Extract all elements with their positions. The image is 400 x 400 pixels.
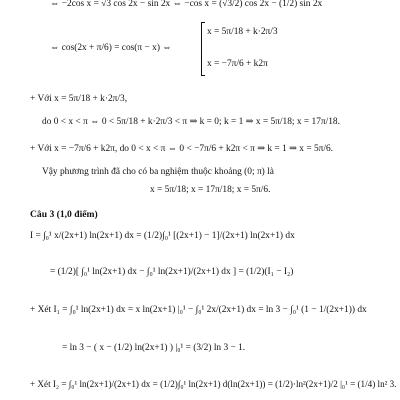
solution-case-1: x = 5π/18 + k·2π/3 bbox=[207, 27, 278, 37]
case-2-line: + Với x = −7π/6 + k2π, do 0 < x < π ⇔ 0 < −7π/6 + k2π < π ⇒ k = 1 ⇒ x = 5π/6. bbox=[30, 144, 334, 154]
solutions-list: x = 5π/18; x = 17π/18; x = 5π/6. bbox=[150, 185, 271, 195]
integral-I1-result: = ln 3 − ( x − (1/2) ln(2x+1) ) |₀¹ = (3/2) ln 3 − 1. bbox=[62, 343, 246, 353]
conclusion-line: Vậy phương trình đã cho có ba nghiệm thuộc khoảng (0; π) là bbox=[42, 167, 274, 177]
integral-line-1: I = ∫₀¹ x/(2x+1) ln(2x+1) dx = (1/2)∫₀¹ [(2x+1) − 1]/(2x+1) ln(2x+1) dx bbox=[30, 231, 295, 241]
integral-I2-line: + Xét I₂ = ∫₀¹ ln(2x+1)/(2x+1) dx = (1/2)∫₀¹ ln(2x+1) d(ln(2x+1)) = (1/2)·ln²(2x+1)/2 |₀¹ = (1/4) ln² 3. bbox=[30, 379, 397, 389]
question-3-heading: Câu 3 (1,0 điểm) bbox=[30, 209, 98, 220]
system-bracket bbox=[201, 22, 202, 76]
equation-line-1: ⇔ −2cos x = √3 cos 2x − sin 2x ⇔ −cos x = (√3/2) cos 2x − (1/2) sin 2x bbox=[50, 0, 323, 9]
integral-line-2: = (1/2)[ ∫₀¹ ln(2x+1) dx − ∫₀¹ ln(2x+1)/(2x+1) dx ] = (1/2)(I₁ − I₂) bbox=[50, 267, 294, 277]
case-1-line: + Với x = 5π/18 + k·2π/3, bbox=[30, 94, 128, 104]
case-1-condition: do 0 < x < π ⇔ 0 < 5π/18 + k·2π/3 < π ⇒ k = 0; k = 1 ⇒ x = 5π/18; x = 17π/18. bbox=[42, 117, 340, 127]
solution-case-2: x = −7π/6 + k2π bbox=[207, 59, 268, 69]
equation-line-2: ⇔ cos(2x + π/6) = cos(π − x) ⇔ bbox=[50, 43, 172, 53]
integral-I1-line: + Xét I₁ = ∫₀¹ ln(2x+1) dx = x ln(2x+1) |₀¹ − ∫₀¹ 2x/(2x+1) dx = ln 3 − ∫₀¹ (1 − 1/(2x+1)) dx bbox=[30, 305, 367, 315]
